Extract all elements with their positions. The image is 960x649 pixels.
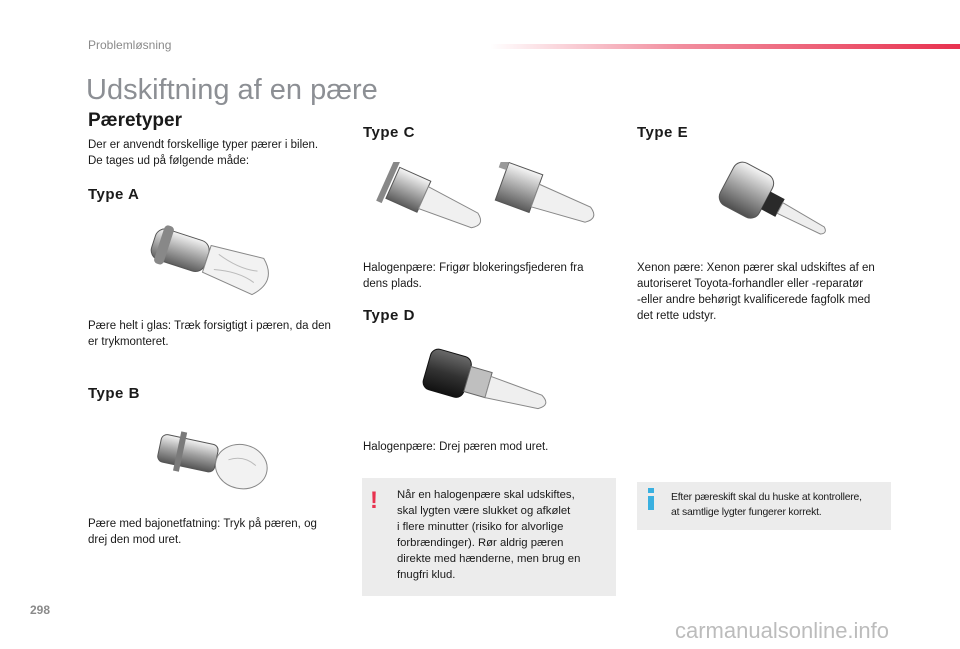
bulb-type-d-illustration [418,346,563,428]
type-c-line-1: Halogenpære: Frigør blokeringsfjederen fra [363,262,584,274]
warning-line-6: fnugfri klud. [397,569,456,581]
page-title: Udskiftning af en pære [86,74,378,106]
type-e-heading: Type E [637,124,689,141]
type-c-line-2: dens plads. [363,278,422,290]
info-line-1: Efter pæreskift skal du huske at kontrollere, [671,492,862,503]
type-b-line-2: drej den mod uret. [88,534,182,546]
type-c-heading: Type C [363,124,415,141]
type-d-description [363,439,613,455]
bulb-type-a-illustration [140,222,285,300]
type-d-heading: Type D [363,307,415,324]
bulb-type-c-illustration [372,162,612,254]
watermark: carmanualsonline.info [675,618,890,643]
type-e-description [637,260,895,324]
type-e-line-4: det rette udstyr. [637,310,717,322]
bulb-type-b-illustration [150,426,275,494]
type-e-line-1: Xenon pære: Xenon pærer skal udskiftes af en [637,262,875,274]
type-b-line-1: Pære med bajonetfatning: Tryk på pæren, og [88,518,317,530]
warning-line-1: Når en halogenpære skal udskiftes, [397,489,575,501]
type-e-line-3: -eller andre behørigt kvalificerede fagfolk med [637,294,871,306]
page-number: 298 [30,603,51,617]
section-label: Problemløsning [88,38,172,52]
info-icon [646,488,656,510]
info-text [671,490,887,520]
type-a-heading: Type A [88,186,140,203]
warning-text [397,487,609,583]
type-e-line-2: autoriseret Toyota-forhandler eller -reparatør [637,278,864,290]
intro-line-2: De tages ud på følgende måde: [88,155,250,167]
warning-line-3: i flere minutter (risiko for alvorlige [397,521,564,533]
type-b-heading: Type B [88,385,140,402]
header-accent-bar [490,44,960,49]
type-c-description [363,260,613,292]
bulb-types-intro [88,137,358,169]
type-b-description [88,516,358,548]
bulb-type-e-illustration [712,160,837,252]
warning-line-5: direkte med hænderne, men brug en [397,553,581,565]
type-d-line-1: Halogenpære: Drej pæren mod uret. [363,441,549,453]
type-a-description [88,318,358,350]
warning-line-4: forbrændinger). Rør aldrig pæren [397,537,564,549]
type-a-line-2: er trykmonteret. [88,336,169,348]
type-a-line-1: Pære helt i glas: Træk forsigtigt i pæren, da den [88,320,331,332]
warning-line-2: skal lygten være slukket og afkølet [397,505,571,517]
intro-line-1: Der er anvendt forskellige typer pærer i bilen. [88,139,319,151]
bulb-types-heading: Pæretyper [88,110,182,131]
exclamation-icon: ! [370,487,378,514]
info-line-2: at samtlige lygter fungerer korrekt. [671,507,822,518]
